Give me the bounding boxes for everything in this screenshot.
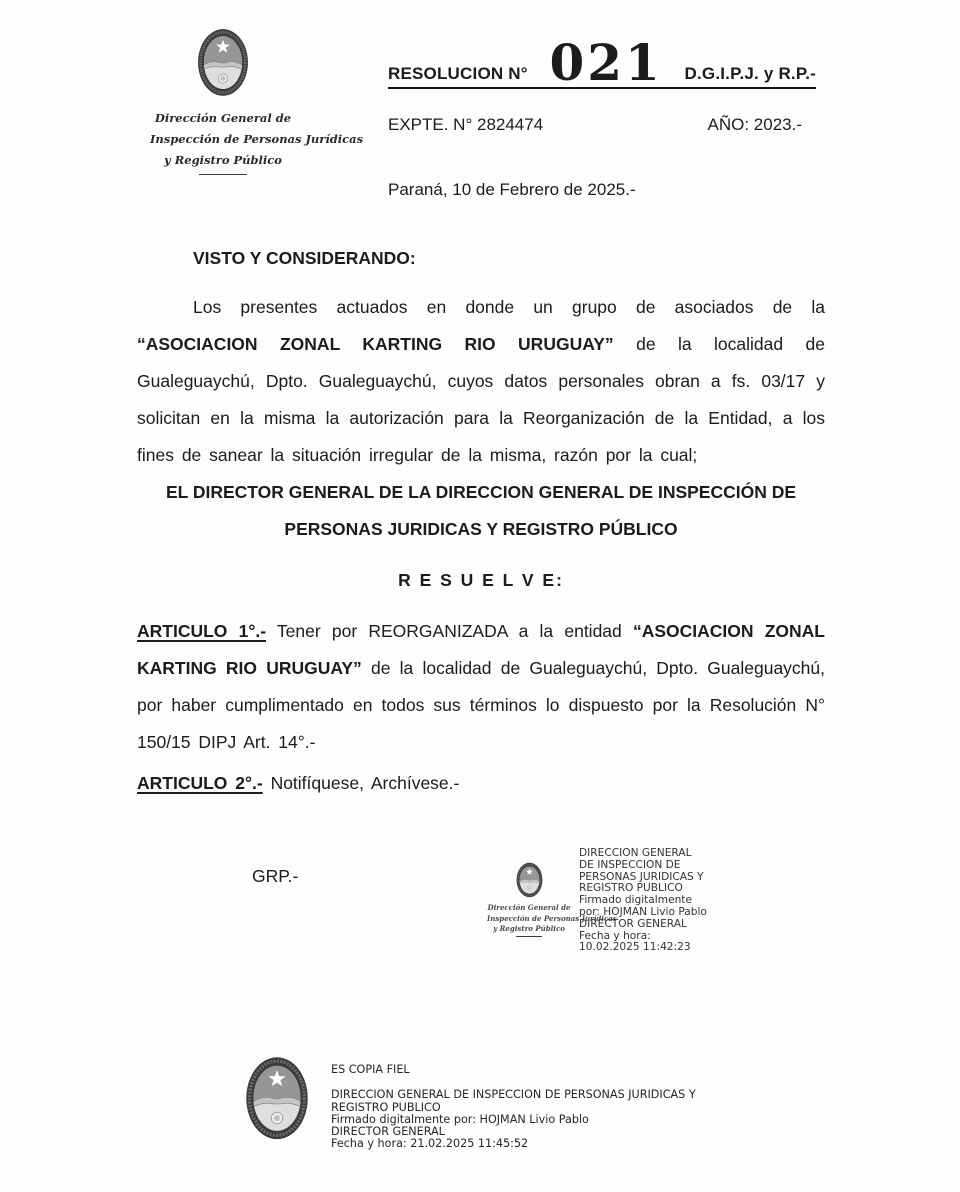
footer-signature-text: DIRECCION GENERAL DE INSPECCION DE PERSONAS JURIDICAS Y REGISTRO PUBLICO Firmado digitalmente por: HOJMAN Livio Pablo DIRECTOR GENERAL Fecha y hora: 21.02.2025 11:45:52 (331, 1088, 696, 1151)
signature-logo-caption: Dirección General de Inspección de Personas Jurídicas y Registro Público (487, 903, 617, 933)
digital-signature-stamp (487, 848, 707, 954)
signature-coat-of-arms-icon (516, 862, 543, 899)
resolution-suffix: D.G.I.P.J. y R.P.- (684, 64, 816, 83)
director-heading-line1: EL DIRECTOR GENERAL DE LA DIRECCION GENERAL DE INSPECCIÓN DE (165, 482, 797, 502)
signature-logo (487, 848, 617, 937)
resuelve-heading: R E S U E L V E: (398, 570, 564, 590)
visto-heading: VISTO Y CONSIDERANDO: (193, 248, 416, 268)
copy-fiel-label: ES COPIA FIEL (331, 1063, 410, 1076)
year-label: AÑO: 2023.- (707, 115, 802, 134)
header-logo-caption: Dirección General de Inspección de Personas Jurídicas y Registro Público (150, 111, 364, 167)
resolution-label: RESOLUCION N° (388, 64, 528, 83)
footer-coat-of-arms-icon (245, 1056, 309, 1143)
signature-caption-rule (516, 936, 542, 937)
document-body (137, 240, 825, 802)
articulo-1-paragraph: ARTICULO 1°.- Tener por REORGANIZADA a la entidad “ASOCIACION ZONAL KARTING RIO URUGUAY” de la localidad de Gualeguaychú, Dpto. Gualeguaychú, por haber cumplimentado en todos sus términos lo dispuesto por la Resolución N° 150/15 DIPJ Art. 14°.- (137, 621, 825, 752)
expediente-number: EXPTE. N° 2824474 (388, 115, 544, 134)
dateline: Paraná, 10 de Febrero de 2025.- (388, 180, 636, 199)
articulo-2-paragraph: ARTICULO 2°.- Notifíquese, Archívese.- (137, 773, 460, 793)
expediente-row (388, 115, 802, 135)
header-logo (150, 28, 364, 175)
director-heading-line2: PERSONAS JURIDICAS Y REGISTRO PÚBLICO (284, 519, 678, 539)
signature-text: DIRECCION GENERAL DE INSPECCION DE PERSONAS JURIDICAS Y REGISTRO PUBLICO Firmado digitalmente por: HOJMAN Livio Pablo DIRECTOR GENERAL Fecha y hora: 10.02.2025 11:42:23 (579, 847, 707, 954)
logo-caption-rule (199, 174, 247, 175)
considerando-paragraph: Los presentes actuados en donde un grupo de asociados de la “ASOCIACION ZONAL KARTING RIO URUGUAY” de la localidad de Gualeguaychú, Dpto. Gualeguaychú, cuyos datos personales obran a fs. 03/17 y solicitan en la misma la autorización para la Reorganización de la Entidad, a los fines de sanear la situación irregular de la misma, razón por la cual; (137, 297, 826, 465)
initials-label: GRP.- (252, 866, 299, 886)
copy-certification-stamp (245, 1056, 696, 1151)
resolution-header (388, 30, 816, 92)
header-coat-of-arms-icon (197, 28, 249, 99)
resolution-number: 021 (549, 33, 663, 92)
footer-text (331, 1056, 696, 1151)
